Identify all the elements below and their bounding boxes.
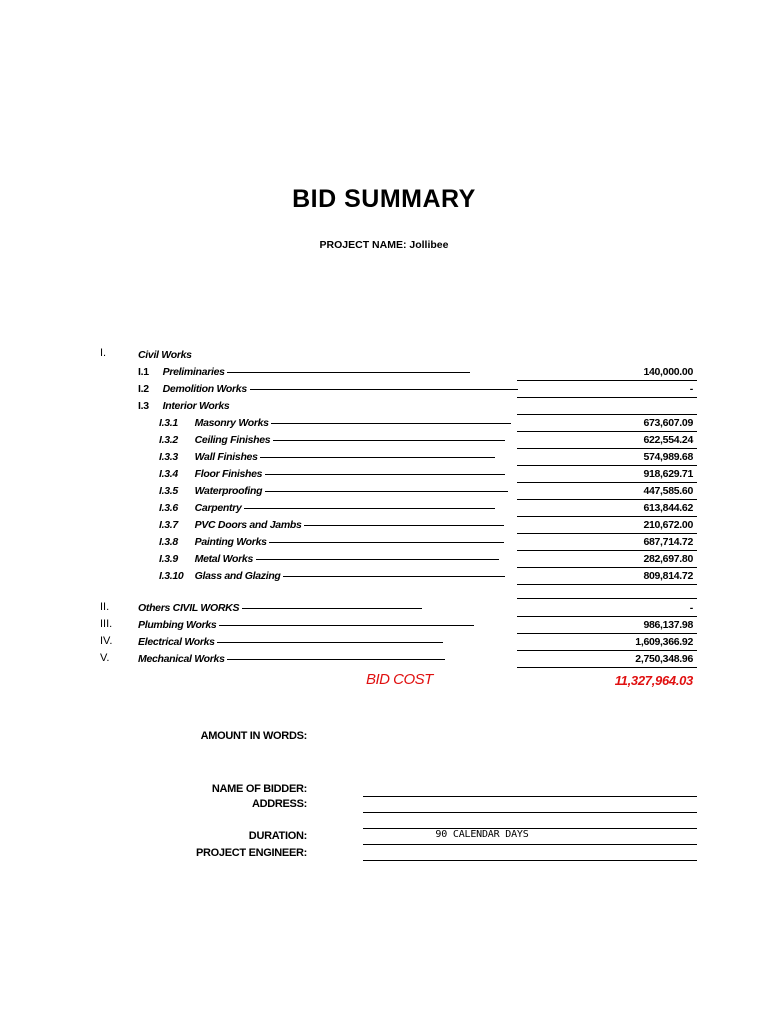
item-label: Others CIVIL WORKS (138, 602, 240, 614)
item-label: Carpentry (194, 502, 242, 514)
item-number: I.1 (138, 366, 149, 378)
section-label-civil: Civil Works (138, 349, 192, 361)
section-label-mechanical (138, 653, 445, 665)
item-number: I.3.1 (159, 417, 178, 429)
line-item-pvc-doors (159, 519, 504, 531)
amount-rule (517, 650, 697, 651)
item-number: I.3.6 (159, 502, 178, 514)
amount-plumbing: 986,137.98 (643, 619, 693, 631)
address-line[interactable] (363, 812, 697, 813)
amount-rule (517, 482, 697, 483)
amount-painting: 687,714.72 (643, 536, 693, 548)
project-name: PROJECT NAME: Jollibee (319, 239, 449, 251)
line-item-painting (159, 536, 504, 548)
project-engineer-line[interactable] (363, 860, 697, 861)
amount-carpentry: 613,844.62 (643, 502, 693, 514)
item-number: I.3.5 (159, 485, 178, 497)
line-item-ceiling (159, 434, 505, 446)
line-item-waterproofing (159, 485, 508, 497)
line-item-wall (159, 451, 495, 463)
amount-masonry: 673,607.09 (643, 417, 693, 429)
line-item-demolition (138, 383, 518, 395)
leader-dashes (227, 659, 445, 660)
bid-cost-amount: 11,327,964.03 (614, 673, 693, 688)
line-item-metal (159, 553, 499, 565)
item-label: Demolition Works (162, 383, 247, 395)
item-label: Preliminaries (162, 366, 225, 378)
item-label: Floor Finishes (194, 468, 263, 480)
line-item-interior (138, 400, 229, 412)
section-number-civil: I. (100, 347, 107, 359)
amount-wall: 574,989.68 (643, 451, 693, 463)
amount-rule (517, 414, 697, 415)
item-label: Metal Works (194, 553, 253, 565)
item-number: I.3.3 (159, 451, 178, 463)
item-number: I.3 (138, 400, 149, 412)
item-label: Ceiling Finishes (194, 434, 271, 446)
leader-dashes (242, 608, 422, 609)
address-label: ADDRESS: (251, 798, 307, 810)
line-item-masonry (159, 417, 511, 429)
amount-rule (517, 499, 697, 500)
line-item-preliminaries (138, 366, 470, 378)
leader-dashes (265, 491, 508, 492)
name-of-bidder-label: NAME OF BIDDER: (211, 783, 307, 795)
leader-dashes (260, 457, 495, 458)
leader-dashes (271, 423, 511, 424)
leader-dashes (273, 440, 505, 441)
leader-dashes (244, 508, 495, 509)
amount-rule (517, 465, 697, 466)
line-item-floor (159, 468, 505, 480)
line-item-carpentry (159, 502, 495, 514)
item-number: I.3.7 (159, 519, 178, 531)
amount-glass: 809,814.72 (643, 570, 693, 582)
item-label: Wall Finishes (194, 451, 258, 463)
section-number-plumbing: III. (100, 618, 113, 630)
section-label-plumbing (138, 619, 474, 631)
amount-rule (517, 584, 697, 585)
amount-ceiling: 622,554.24 (643, 434, 693, 446)
item-number: I.3.8 (159, 536, 178, 548)
amount-rule (517, 448, 697, 449)
leader-dashes (269, 542, 504, 543)
item-label: PVC Doors and Jambs (194, 519, 302, 531)
item-number: I.3.9 (159, 553, 178, 565)
leader-dashes (227, 372, 470, 373)
line-item-glass (159, 570, 505, 582)
amount-rule (517, 567, 697, 568)
amount-rule (517, 533, 697, 534)
item-number: I.3.10 (159, 570, 184, 582)
duration-label: DURATION: (248, 830, 307, 842)
item-label: Glass and Glazing (194, 570, 281, 582)
amount-rule (517, 431, 697, 432)
section-label-electrical (138, 636, 443, 648)
amount-preliminaries: 140,000.00 (643, 366, 693, 378)
item-label: Plumbing Works (138, 619, 217, 631)
section-number-electrical: IV. (100, 635, 113, 647)
item-number: I.2 (138, 383, 149, 395)
amount-electrical: 1,609,366.92 (635, 636, 693, 648)
amount-rule (517, 516, 697, 517)
item-label: Masonry Works (194, 417, 269, 429)
amount-mechanical: 2,750,348.96 (635, 653, 693, 665)
duration-line[interactable] (363, 844, 697, 845)
item-label: Mechanical Works (138, 653, 225, 665)
leader-dashes (304, 525, 504, 526)
amount-rule (517, 598, 697, 599)
amount-rule (517, 667, 697, 668)
page-title: BID SUMMARY (292, 185, 476, 213)
amount-rule (517, 633, 697, 634)
amount-rule (517, 550, 697, 551)
item-number: I.3.2 (159, 434, 178, 446)
amount-metal: 282,697.80 (643, 553, 693, 565)
item-number: I.3.4 (159, 468, 178, 480)
leader-dashes (265, 474, 505, 475)
leader-dashes (283, 576, 505, 577)
project-engineer-label: PROJECT ENGINEER: (195, 847, 307, 859)
item-label: Interior Works (162, 400, 230, 412)
name-of-bidder-line[interactable] (363, 796, 697, 797)
item-label: Electrical Works (138, 636, 215, 648)
amount-in-words-label: AMOUNT IN WORDS: (200, 730, 307, 742)
amount-pvc-doors: 210,672.00 (643, 519, 693, 531)
section-number-others: II. (100, 601, 110, 613)
duration-value: 90 CALENDAR DAYS (435, 829, 529, 840)
amount-others: - (689, 602, 693, 614)
amount-rule (517, 616, 697, 617)
leader-dashes (219, 625, 474, 626)
amount-waterproofing: 447,585.60 (643, 485, 693, 497)
amount-rule (517, 397, 697, 398)
amount-floor: 918,629.71 (643, 468, 693, 480)
amount-rule (517, 380, 697, 381)
leader-dashes (250, 389, 518, 390)
leader-dashes (256, 559, 499, 560)
section-label-others (138, 602, 422, 614)
leader-dashes (217, 642, 443, 643)
section-number-mechanical: V. (100, 652, 110, 664)
item-label: Painting Works (194, 536, 267, 548)
amount-demolition: - (689, 383, 693, 395)
item-label: Waterproofing (194, 485, 263, 497)
bid-cost-label: BID COST (366, 671, 433, 688)
